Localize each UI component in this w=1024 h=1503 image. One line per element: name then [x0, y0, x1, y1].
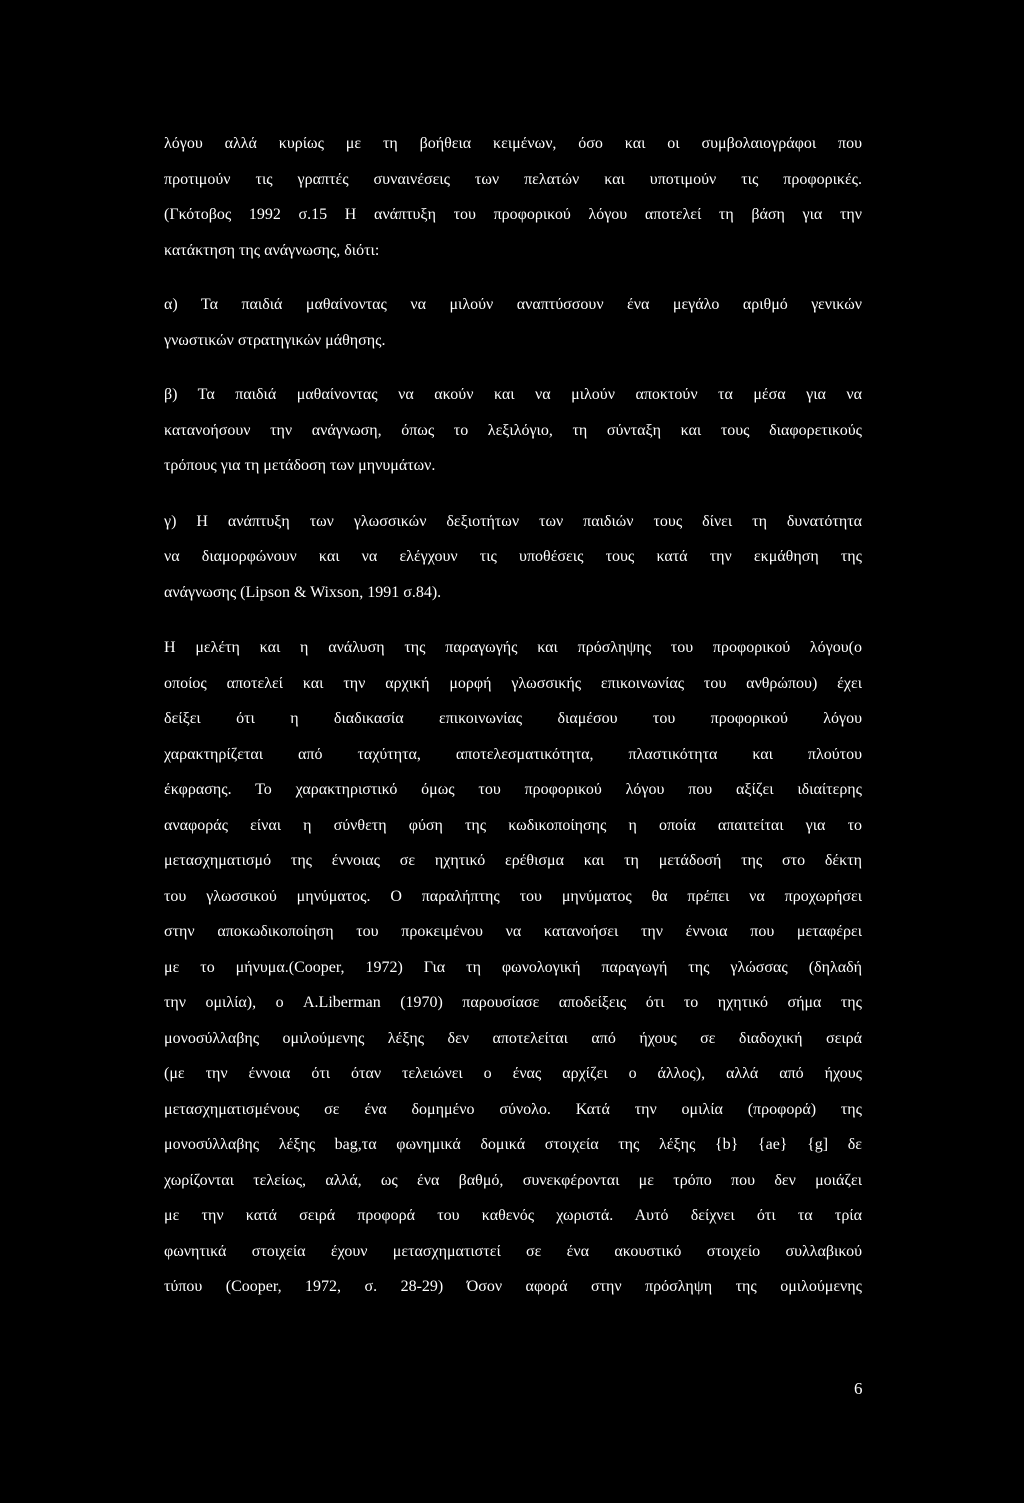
text-line: αναφοράς είναι η σύνθετη φύση της κωδικοποίησης η οποία απαιτείται για το — [164, 816, 862, 834]
text-line: μετασχηματισμό της έννοιας σε ηχητικό ερέθισμα και τη μετάδοσή της στο δέκτη — [164, 852, 862, 869]
text-line: γνωστικών στρατηγικών μάθησης. — [164, 331, 386, 349]
paragraph-intro — [164, 126, 862, 268]
text-line: β) Τα παιδιά μαθαίνοντας να ακούν και να μιλούν αποκτούν τα μέσα για να — [164, 386, 862, 403]
text-line: (με την έννοια ότι όταν τελειώνει ο ένας αρχίζει ο άλλος), αλλά από ήχους — [164, 1065, 862, 1082]
text-line: χωρίζονται τελείως, αλλά, ως ένα βαθμό, συνεκφέρονται με τρόπο που δεν μοιάζει — [164, 1171, 862, 1189]
text-line: την ομιλία), ο A.Liberman (1970) παρουσίασε αποδείξεις ότι το ηχητικό σήμα της — [164, 994, 862, 1011]
text-line: ανάγνωσης (Lipson & Wixson, 1991 σ.84). — [164, 583, 442, 601]
text-line: να διαμορφώνουν και να ελέγχουν τις υποθέσεις τους κατά την εκμάθηση της — [164, 548, 862, 565]
paragraph-spacer — [164, 484, 862, 504]
text-line: με το μήνυμα.(Cooper, 1972) Για τη φωνολογική παραγωγή της γλώσσας (δηλαδή — [164, 958, 862, 976]
text-line: οποίος αποτελεί και την αρχική μορφή γλωσσικής επικοινωνίας του ανθρώπου) έχει — [164, 674, 862, 692]
text-line: έκφρασης. Το χαρακτηριστικό όμως του προφορικού λόγου που αξίζει ιδιαίτερης — [164, 781, 862, 798]
text-line: δείξει ότι η διαδικασία επικοινωνίας διαμέσου του προφορικού λόγου — [164, 710, 862, 727]
paragraph-item-a — [164, 287, 862, 358]
text-line: λόγου αλλά κυρίως με τη βοήθεια κειμένων, όσο και οι συμβολαιογράφοι που — [164, 135, 862, 152]
paragraph-spacer — [164, 358, 862, 377]
text-line: (Γκότοβος 1992 σ.15 Η ανάπτυξη του προφορικού λόγου αποτελεί τη βάση για την — [164, 206, 862, 223]
text-line: Η μελέτη και η ανάλυση της παραγωγής και πρόσληψης του προφορικού λόγου(ο — [164, 639, 862, 656]
paragraph-main — [164, 630, 862, 1305]
paragraph-spacer — [164, 610, 862, 630]
text-line: μετασχηματισμένους σε ένα δομημένο σύνολο. Κατά την ομιλία (προφορά) της — [164, 1100, 862, 1118]
text-line: με την κατά σειρά προφορά του καθενός χωριστά. Αυτό δείχνει ότι τα τρία — [164, 1207, 862, 1224]
text-line: προτιμούν τις γραπτές συναινέσεις των πελατών και υποτιμούν τις προφορικές. — [164, 170, 862, 188]
text-line: α) Τα παιδιά μαθαίνοντας να μιλούν αναπτύσσουν ένα μεγάλο αριθμό γενικών — [164, 296, 862, 313]
paragraph-spacer — [164, 268, 862, 287]
text-line: χαρακτηρίζεται από ταχύτητα, αποτελεσματικότητα, πλαστικότητα και πλούτου — [164, 745, 862, 763]
text-line: τρόπους για τη μετάδοση των μηνυμάτων. — [164, 457, 436, 474]
page-number: 6 — [854, 1379, 863, 1398]
page-body — [164, 126, 862, 1305]
text-line: του γλωσσικού μηνύματος. Ο παραλήπτης του μηνύματος θα πρέπει να προχωρήσει — [164, 887, 862, 905]
text-line: φωνητικά στοιχεία έχουν μετασχηματιστεί σε ένα ακουστικό στοιχείο συλλαβικού — [164, 1242, 862, 1260]
text-line: στην αποκωδικοποίηση του προκειμένου να κατανοήσει την έννοια που μεταφέρει — [164, 923, 862, 940]
text-line: κατανοήσουν την ανάγνωση, όπως το λεξιλόγιο, τη σύνταξη και τους διαφορετικούς — [164, 421, 862, 439]
paragraph-item-c — [164, 504, 862, 611]
paragraph-item-b — [164, 377, 862, 484]
text-line: τύπου (Cooper, 1972, σ. 28-29) Όσον αφορά στην πρόσληψη της ομιλούμενης — [164, 1278, 862, 1295]
text-line: κατάκτηση της ανάγνωσης, διότι: — [164, 241, 380, 259]
text-line: μονοσύλλαβης λέξης bag,τα φωνημικά δομικά στοιχεία της λέξης {b} {ae} {g] δε — [164, 1136, 862, 1153]
text-line: μονοσύλλαβης ομιλούμενης λέξης δεν αποτελείται από ήχους σε διαδοχική σειρά — [164, 1029, 862, 1047]
text-line: γ) Η ανάπτυξη των γλωσσικών δεξιοτήτων των παιδιών τους δίνει τη δυνατότητα — [164, 512, 862, 530]
